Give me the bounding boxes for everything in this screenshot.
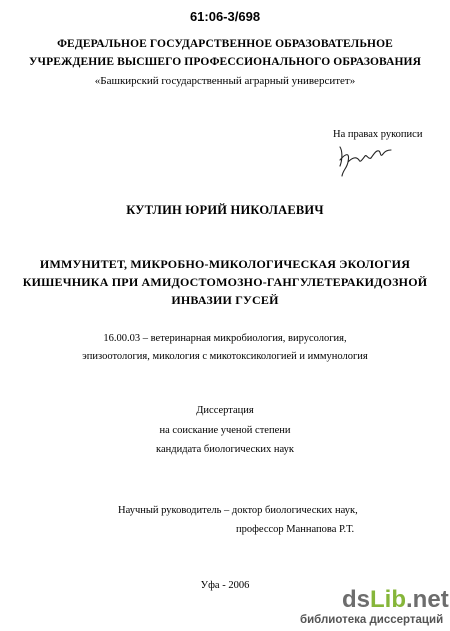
institution-line-1: ФЕДЕРАЛЬНОЕ ГОСУДАРСТВЕННОЕ ОБРАЗОВАТЕЛЬНОЕ: [57, 38, 393, 50]
advisor-line-1: Научный руководитель – доктор биологических наук,: [118, 505, 358, 516]
dslib-watermark: [300, 586, 450, 631]
specialty-line-1: 16.00.03 – ветеринарная микробиология, вирусология,: [103, 333, 347, 344]
author-signature: [334, 138, 394, 180]
dslib-logo: dsLib.net: [342, 586, 449, 613]
dissertation-title-line-1: ИММУНИТЕТ, МИКРОБНО-МИКОЛОГИЧЕСКАЯ ЭКОЛОГИЯ: [39, 257, 411, 271]
university-name: «Башкирский государственный аграрный университет»: [94, 75, 356, 87]
dslib-subtitle: библиотека диссертаций: [300, 614, 444, 626]
city-year: Уфа - 2006: [200, 580, 250, 591]
degree-line-2: на соискание ученой степени: [159, 425, 291, 436]
archive-code: 61:06-3/698: [189, 9, 261, 24]
degree-line-3: кандидата биологических наук: [156, 444, 294, 455]
author-name: КУТЛИН ЮРИЙ НИКОЛАЕВИЧ: [126, 203, 324, 217]
rights-note: На правах рукописи: [333, 129, 423, 140]
degree-line-1: Диссертация: [196, 405, 254, 416]
advisor-line-2: профессор Маннапова Р.Т.: [236, 524, 355, 535]
institution-line-2: УЧРЕЖДЕНИЕ ВЫСШЕГО ПРОФЕССИОНАЛЬНОГО ОБРАЗОВАНИЯ: [29, 56, 421, 68]
specialty-line-2: эпизоотология, микология с микотоксикологией и иммунология: [82, 351, 368, 362]
dissertation-title-line-3: ИНВАЗИИ ГУСЕЙ: [171, 293, 279, 307]
dissertation-title-line-2: КИШЕЧНИКА ПРИ АМИДОСТОМОЗНО-ГАНГУЛЕТЕРАКИДОЗНОЙ: [22, 275, 428, 289]
